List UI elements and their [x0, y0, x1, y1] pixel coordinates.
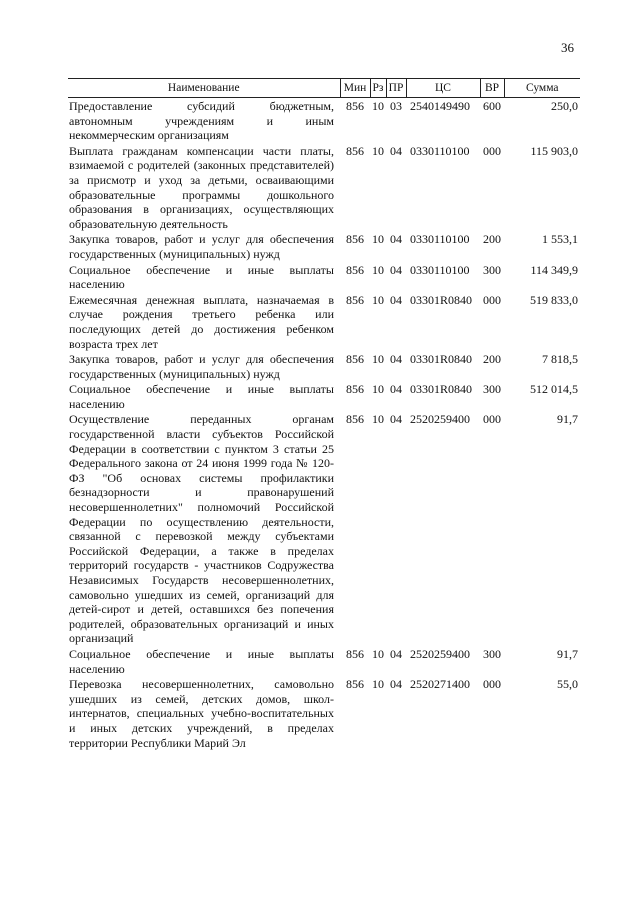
- row-min: 856: [346, 382, 364, 397]
- row-rz: 10: [372, 382, 384, 397]
- table-row: [68, 351, 580, 381]
- row-vr: 300: [483, 262, 501, 277]
- budget-table: [68, 78, 580, 750]
- row-cs: 2540149490: [410, 99, 470, 113]
- table-row: [68, 262, 580, 292]
- row-min: 856: [346, 99, 364, 113]
- table-row: [68, 676, 580, 750]
- row-min: 856: [346, 646, 364, 661]
- row-vr: 000: [483, 292, 501, 307]
- row-cs: 03301R0840: [410, 382, 473, 397]
- row-pr: 04: [390, 677, 402, 692]
- row-pr: 04: [390, 143, 402, 158]
- row-sum: 55,0: [557, 677, 578, 692]
- table-row: [68, 292, 580, 351]
- row-vr: 000: [483, 677, 501, 692]
- header-cs: ЦС: [406, 79, 480, 98]
- row-name: Социальное обеспечение и иные выплаты населению: [69, 382, 334, 411]
- row-min: 856: [346, 232, 364, 247]
- row-min: 856: [346, 677, 364, 692]
- page-number: 36: [561, 40, 574, 55]
- row-name: Закупка товаров, работ и услуг для обеспечения государственных (муниципальных) нужд: [69, 232, 334, 261]
- header-rz: Рз: [370, 79, 386, 98]
- row-vr: 000: [483, 143, 501, 158]
- row-name: Перевозка несовершеннолетних, самовольно ушедших из семей, детских домов, школ-интернатов, специальных учебно-воспитательных и иных детских учреждений, в пределах территории Республики Марий Эл: [69, 677, 334, 750]
- row-cs: 2520271400: [410, 677, 470, 692]
- table-row: [68, 143, 580, 232]
- row-sum: 512 014,5: [530, 382, 578, 397]
- row-cs: 2520259400: [410, 646, 470, 661]
- row-sum: 250,0: [551, 99, 578, 113]
- row-pr: 04: [390, 292, 402, 307]
- row-vr: 200: [483, 352, 501, 367]
- row-pr: 03: [390, 99, 402, 113]
- row-cs: 0330110100: [410, 232, 470, 247]
- row-min: 856: [346, 143, 364, 158]
- row-min: 856: [346, 412, 364, 427]
- row-sum: 91,7: [557, 412, 578, 427]
- row-rz: 10: [372, 143, 384, 158]
- row-pr: 04: [390, 262, 402, 277]
- row-name: Осуществление переданных органам государственной власти субъектов Российской Федерации в соответствии с пунктом 3 статьи 25 Федерального закона от 24 июня 1999 года № 120-ФЗ "Об основах системы профилактики безнадзорности и правонарушений несовершеннолетних" полномочий Российской Федерации по осуществлению деятельности, связанной с перевозкой между субъектами Российской Федерации, а также в пределах территорий государств - участников Содружества Независимых Государств несовершеннолетних, самовольно ушедших из семей, организаций для детей-сирот и детей, оставшихся без попечения родителей, образовательных организаций и иных организаций: [69, 412, 334, 646]
- row-cs: 03301R0840: [410, 292, 473, 307]
- header-vr: ВР: [480, 79, 504, 98]
- row-name: Социальное обеспечение и иные выплаты населению: [69, 262, 334, 292]
- table-row: [68, 646, 580, 676]
- table-row: [68, 411, 580, 646]
- row-rz: 10: [372, 232, 384, 247]
- row-vr: 300: [483, 646, 501, 661]
- table-row: [68, 381, 580, 411]
- row-rz: 10: [372, 262, 384, 277]
- row-sum: 91,7: [557, 646, 578, 661]
- row-vr: 000: [483, 412, 501, 427]
- row-sum: 7 818,5: [542, 352, 578, 367]
- row-rz: 10: [372, 99, 384, 113]
- table-row: [68, 231, 580, 261]
- header-min: Мин: [340, 79, 370, 98]
- row-sum: 519 833,0: [530, 292, 578, 307]
- row-name: Предоставление субсидий бюджетным, автономным учреждениям и иным некоммерческим организациям: [69, 99, 334, 143]
- row-name: Выплата гражданам компенсации части платы, взимаемой с родителей (законных представителей) за присмотр и уход за детьми, осваивающими образовательные программы дошкольного образования в организациях, осуществляющих образовательную деятельность: [69, 143, 334, 231]
- row-sum: 115 903,0: [530, 143, 578, 158]
- row-min: 856: [346, 262, 364, 277]
- row-sum: 114 349,9: [530, 262, 578, 277]
- row-rz: 10: [372, 412, 384, 427]
- row-pr: 04: [390, 382, 402, 397]
- table-header: [68, 79, 580, 98]
- row-cs: 0330110100: [410, 262, 470, 277]
- row-vr: 300: [483, 382, 501, 397]
- row-name: Закупка товаров, работ и услуг для обеспечения государственных (муниципальных) нужд: [69, 352, 334, 381]
- header-sum: Сумма: [504, 79, 580, 98]
- row-pr: 04: [390, 352, 402, 367]
- row-cs: 0330110100: [410, 143, 470, 158]
- row-pr: 04: [390, 412, 402, 427]
- row-vr: 200: [483, 232, 501, 247]
- row-name: Ежемесячная денежная выплата, назначаемая в случае рождения третьего ребенка или последующих детей до достижения ребенком возраста трех лет: [69, 292, 334, 351]
- table-row: [68, 98, 580, 143]
- row-rz: 10: [372, 292, 384, 307]
- table-body: [68, 98, 580, 751]
- row-vr: 600: [483, 99, 501, 113]
- row-pr: 04: [390, 646, 402, 661]
- row-rz: 10: [372, 677, 384, 692]
- row-min: 856: [346, 352, 364, 367]
- row-cs: 03301R0840: [410, 352, 473, 367]
- row-sum: 1 553,1: [542, 232, 578, 247]
- header-name: Наименование: [68, 79, 340, 98]
- row-name: Социальное обеспечение и иные выплаты населению: [69, 646, 334, 676]
- row-rz: 10: [372, 646, 384, 661]
- row-min: 856: [346, 292, 364, 307]
- row-pr: 04: [390, 232, 402, 247]
- row-rz: 10: [372, 352, 384, 367]
- header-pr: ПР: [386, 79, 406, 98]
- row-cs: 2520259400: [410, 412, 470, 427]
